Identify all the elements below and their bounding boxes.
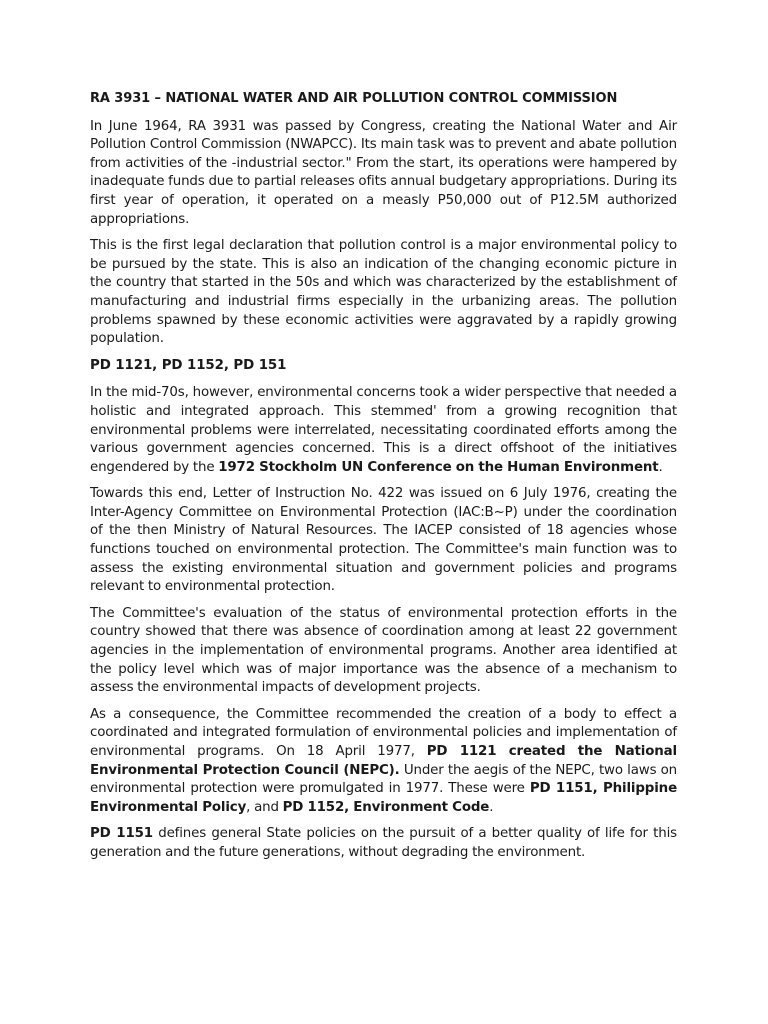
paragraph-nepc-text-1: As a consequence, the Committee recommended the creation of a body to effect a coordinated and integrated formulation of environmental policies and implementation of environmental programs. On 18 April 1977, <box>90 706 677 759</box>
document-title: RA 3931 – NATIONAL WATER AND AIR POLLUTION CONTROL COMMISSION <box>90 91 618 106</box>
paragraph-legal-declaration: This is the first legal declaration that pollution control is a major environmental policy to be pursued by the state. This is also an indication of the changing economic picture in the country that started in the 50s and which was characterized by the establishment of manufacturing and industrial firms especially in the urbanizing areas. The pollution problems spawned by these economic activities were aggravated by a rapidly growing population. <box>90 238 677 347</box>
paragraph-nwapcc: In June 1964, RA 3931 was passed by Congress, creating the National Water and Air Pollution Control Commission (NWAPCC). Its main task was to prevent and abate pollution from activities of the -industrial sector." From the start, its operations were hampered by inadequate funds due to partial releases ofits annual budgetary appropriations. During its first year of operation, it operated on a measly P50,000 out of P12.5M authorized appropriations. <box>90 118 677 227</box>
pd-1152-code: PD 1152, Environment Code <box>282 799 490 815</box>
section-heading-pd: PD 1121, PD 1152, PD 151 <box>90 357 287 373</box>
paragraph-mid-70s-text: In the mid-70s, however, environmental concerns took a wider perspective that needed a holistic and integrated approach. This stemmed' from a growing recognition that environmental problems were interrelated, necessitating coordinated efforts among the various government agencies concerned. This is a direct offshoot of the initiatives engendered by the <box>90 385 677 475</box>
document-page <box>90 90 677 871</box>
paragraph-nepc-text-3: , and <box>246 799 283 815</box>
paragraph-mid-70s <box>90 384 677 477</box>
paragraph-nepc-text-2: Under the aegis of the NEPC, two laws on environmental protection were promulgated in 1977. These were <box>90 762 678 797</box>
paragraph-pd-1151 <box>90 825 677 862</box>
pd-1151-label: PD 1151 <box>90 826 153 842</box>
paragraph-nepc <box>90 706 677 818</box>
paragraph-committee-evaluation: The Committee's evaluation of the status of environmental protection efforts in the country showed that there was absence of coordination among at least 22 government agencies in the implementation of environmental programs. Another area identified at the policy level which was of major importance was the absence of a mechanism to assess the environmental impacts of development projects. <box>90 605 677 696</box>
paragraph-mid-70s-end: . <box>658 459 663 475</box>
pd-1121-created-nepc: PD 1121 created the National Environmental Protection Council (NEPC). <box>90 744 677 778</box>
paragraph-loi-422: Towards this end, Letter of Instruction No. 422 was issued on 6 July 1976, creating the Inter-Agency Committee on Environmental Protection (IAC:B~P) under the coordination of the then Ministry of Natural Resources. The IACEP consisted of 18 agencies whose functions touched on environmental protection. The Committee's main function was to assess the existing environmental situation and government policies and programs relevant to environmental protection. <box>90 486 677 595</box>
stockholm-conference: 1972 Stockholm UN Conference on the Human Environment <box>218 459 659 475</box>
paragraph-pd-1151-text: defines general State policies on the pursuit of a better quality of life for this generation and the future generations, without degrading the environment. <box>90 826 677 860</box>
pd-1151-policy: PD 1151, Philippine Environmental Policy <box>90 781 677 815</box>
paragraph-nepc-text-4: . <box>489 799 494 815</box>
